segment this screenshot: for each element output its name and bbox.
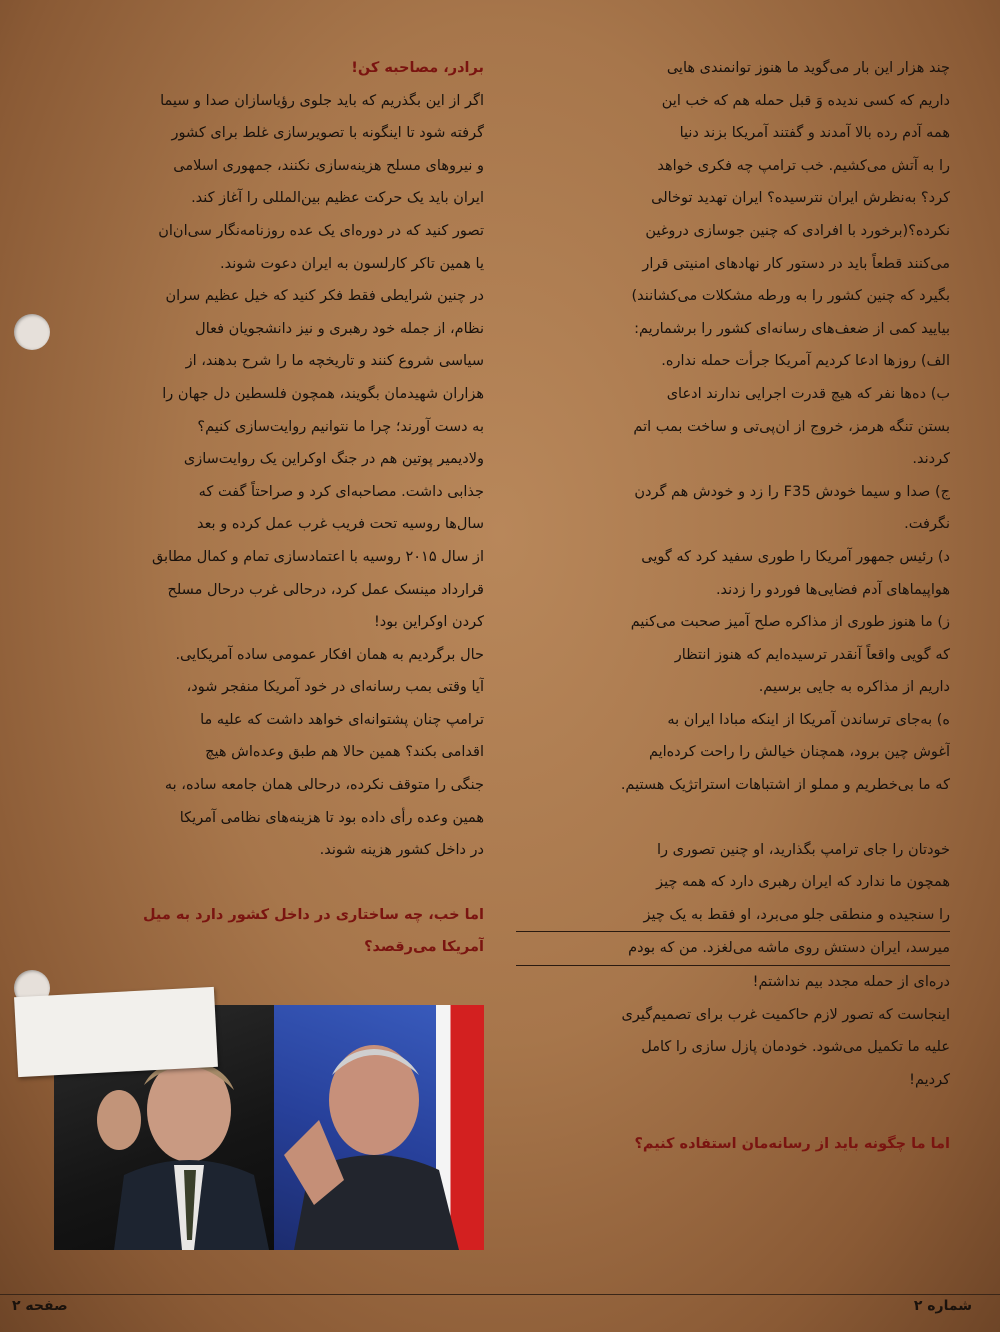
text-line: د) رئیس جمهور آمریکا را طوری سفید کرد که گویی (641, 548, 950, 565)
text-line: الف) روزها ادعا کردیم آمریکا جرأت حمله نداره. (661, 353, 950, 370)
right-column-text-2 (516, 834, 950, 1097)
text-line: اما خب، چه ساختاری در داخل کشور دارد به میل (142, 906, 484, 923)
text-line: گرفته شود تا اینگونه با تصویرسازی غلط برای کشور (171, 125, 484, 142)
section-heading: برادر، مصاحبه کن! (351, 60, 484, 76)
left-column-text (54, 85, 484, 867)
text-line: نکرده؟(برخورد با افرادی که چنین جوسازی دروغین (645, 222, 950, 239)
text-line: ه) به‌جای ترساندن آمریکا از اینکه مبادا ایران به (667, 711, 950, 728)
text-line: آمریکا می‌رقصد؟ (364, 939, 484, 956)
text-line: هزاران شهیدمان بگویند، همچون فلسطین دل جهان را (162, 385, 484, 402)
text-line: حال برگردیم به همان افکار عمومی ساده آمریکایی. (175, 646, 484, 663)
text-line: و نیروهای مسلح هزینه‌سازی نکنند، جمهوری اسلامی (173, 157, 484, 174)
text-line: دره‌ای از حمله مجدد بیم نداشتم! (752, 974, 950, 991)
text-line: همین وعده رأی داده بود تا هزینه‌های نظامی آمریکا (179, 809, 484, 826)
text-line: ترامپ چنان پشتوانه‌ای خواهد داشت که علیه ما (200, 711, 484, 728)
text-line: هواپیماهای آدم فضایی‌ها فوردو را زدند. (715, 581, 950, 598)
text-line: چند هزار این بار می‌گوید ما هنوز توانمندی هایی (666, 60, 950, 76)
text-line: میرسد، ایران دستش روی ماشه می‌لغزد. من که بودم (516, 932, 950, 966)
text-line: همه آدم رده بالا آمدند و گفتند آمریکا بزند دنیا (679, 125, 950, 142)
text-line: ج) صدا و سیما خودش F35 را زد و خودش هم گردن (634, 483, 950, 500)
text-line: اگر از این بگذریم که باید جلوی رؤیاسازان صدا و سیما (160, 92, 484, 109)
text-line: سیاسی شروع کنند و تاریخچه ما را شرح بدهند، از (185, 353, 484, 370)
text-line: کرد؟ به‌نظرش ایران نترسیده؟ ایران تهدید توخالی (651, 190, 950, 207)
issue-number: شماره ۲ (913, 1298, 972, 1314)
text-line: در چنین شرایطی فقط فکر کنید که خیل عظیم سران (165, 288, 484, 305)
text-line: قرارداد مینسک عمل کرد، درحالی غرب درحال مسلح (167, 581, 484, 598)
text-line: داریم از مذاکره به جایی برسیم. (758, 679, 950, 696)
text-line: یا همین تاکر کارلسون به ایران دعوت شوند. (219, 255, 484, 272)
text-line: جذابی داشت. مصاحبه‌ای کرد و صراحتاً گفت که (198, 483, 484, 500)
text-line: بگیرد که چنین کشور را به ورطه مشکلات می‌کشانند) (631, 288, 950, 305)
text-line: جنگی را متوقف نکرده، درحالی همان جامعه ساده، به (164, 777, 484, 794)
text-line: اینجاست که تصور لازم حاکمیت غرب برای تصمیم‌گیری (621, 1006, 950, 1023)
text-line: آیا وقتی بمب رسانه‌ای در خود آمریکا منفجر شود، (186, 679, 484, 696)
text-line: که گویی واقعاً آنقدر ترسیده‌ایم که هنوز انتظار (674, 646, 950, 663)
text-line: نظام، از جمله خود رهبری و نیز دانشجویان فعال (195, 320, 484, 337)
text-line: آغوش چین برود، همچنان خیالش را راحت کرده‌ایم (648, 744, 950, 761)
left-question (54, 899, 484, 964)
text-line: سال‌ها روسیه تحت فریب غرب عمل کرده و بعد (196, 516, 484, 533)
footer-divider (0, 1294, 1000, 1295)
text-line: به دست آورند؛ چرا ما نتوانیم روایت‌سازی کنیم؟ (197, 418, 484, 435)
right-column (516, 52, 950, 1161)
text-line: خودتان را جای ترامپ بگذارید، او چنین تصوری را (657, 841, 950, 858)
text-line: را به آتش می‌کشیم. خب ترامپ چه فکری خواهد (657, 157, 950, 174)
text-line: کردیم! (909, 1071, 950, 1088)
text-line: نگرفت. (904, 516, 950, 533)
photo-right (274, 1005, 484, 1250)
text-line: ولادیمیر پوتین هم در جنگ اوکراین یک روایت‌سازی (183, 451, 484, 468)
right-column-text (516, 52, 950, 802)
text-line: کردند. (912, 451, 950, 468)
taped-paper (14, 987, 218, 1077)
text-line: اقدامی بکند؟ همین حالا هم طبق وعده‌اش هیچ (205, 744, 484, 761)
text-line: از سال ۲۰۱۵ روسیه با اعتمادسازی تمام و کمال مطابق (151, 548, 484, 565)
text-line: ب) ده‌ها نفر که هیچ قدرت اجرایی ندارند ادعای (666, 385, 950, 402)
text-line: تصور کنید که در دوره‌ای یک عده روزنامه‌نگار سی‌ان‌ان (158, 222, 484, 239)
text-line: را سنجیده و منطقی جلو می‌برد، او فقط به یک چیز (516, 899, 950, 933)
binder-hole-top (14, 314, 50, 350)
left-column (54, 52, 484, 964)
photo-right-person (274, 1005, 484, 1250)
page-number: صفحه ۲ (12, 1298, 68, 1314)
text-line: ایران باید یک حرکت عظیم بین‌المللی را آغاز کند. (191, 190, 484, 207)
text-line: کردن اوکراین بود! (373, 614, 484, 631)
text-line: که ما بی‌خطریم و مملو از اشتباهات استراتژیک هستیم. (620, 777, 950, 794)
text-line: بستن تنگه هرمز، خروج از ان‌پی‌تی و ساخت بمب اتم (633, 418, 950, 435)
text-line: در داخل کشور هزینه شوند. (319, 842, 484, 859)
text-line: علیه ما تکمیل می‌شود. خودمان پازل سازی را کامل (641, 1039, 950, 1056)
text-line: همچون ما ندارد که ایران رهبری دارد که همه چیز (656, 874, 950, 891)
right-question: اما ما چگونه باید از رسانه‌مان استفاده کنیم؟ (634, 1136, 950, 1153)
text-line: می‌کنند قطعاً باید در دستور کار نهادهای امنیتی قرار (642, 255, 950, 272)
text-line: داریم که کسی ندیده وَ قبل حمله هم که خب این (661, 92, 950, 109)
text-line: ز) ما هنوز طوری از مذاکره صلح آمیز صحبت می‌کنیم (630, 614, 950, 631)
text-line: بیایید کمی از ضعف‌های رسانه‌ای کشور را برشماریم: (634, 320, 950, 337)
